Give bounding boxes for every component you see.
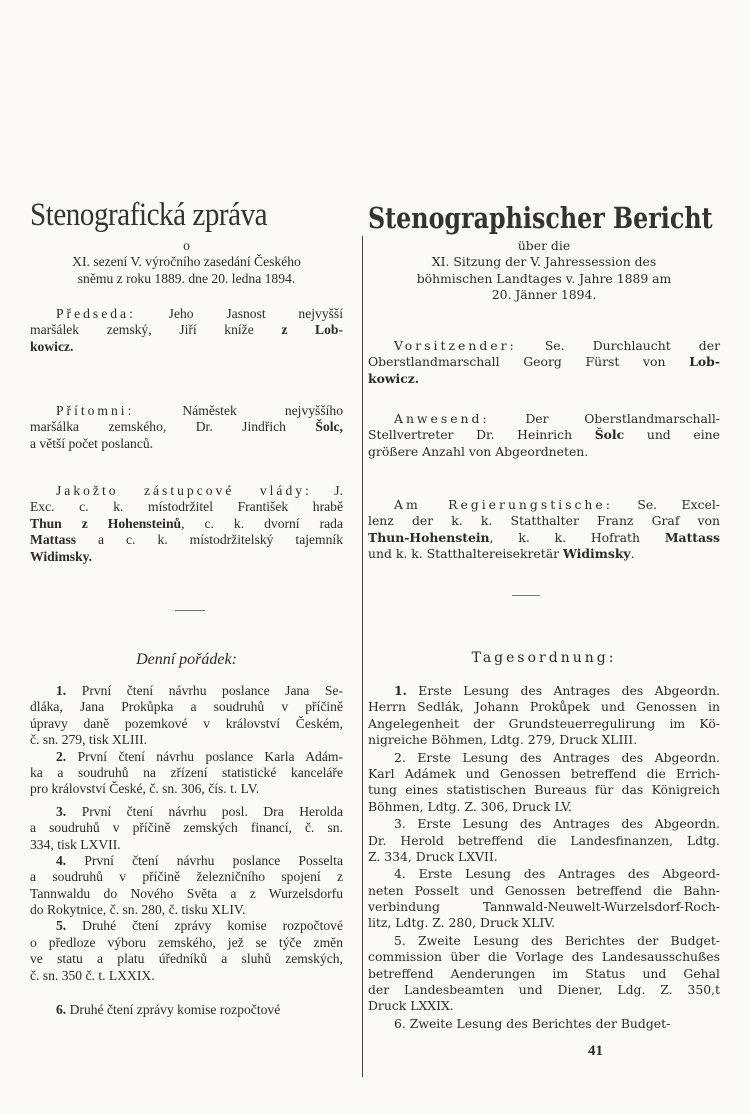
text-segment: Herrn Sedlák, Johann Prokůpek und Genossen in: [368, 699, 720, 715]
czech-agenda-heading: Denní pořádek:: [136, 651, 237, 668]
text-line: [368, 546, 720, 562]
text-line: [368, 782, 720, 798]
text-segment: 4. Erste Lesung des Antrages des Abgeord-: [394, 866, 720, 882]
text-line: [30, 532, 343, 548]
text-line: [30, 853, 343, 869]
czech-agenda-item: [30, 683, 343, 749]
text-segment: verbindung Tannwald-Neuwelt-Wurzelsdorf-Roch-: [368, 899, 720, 915]
text-segment: J.: [311, 483, 343, 498]
text-segment: tung eines statistischen Bureaus für das Königreich: [368, 782, 720, 798]
text-segment: der Landesbeamten und Diener, Ldg. Z. 350,t: [368, 982, 720, 998]
bold-text: 2.: [56, 748, 67, 764]
text-segment: a c. k. místodržitelský tajemník: [76, 532, 343, 548]
text-segment: 3. Erste Lesung des Antrages des Abgeordn.: [394, 816, 720, 832]
text-segment: größere Anzahl von Abgeordneten.: [368, 443, 589, 459]
text-segment: nigreiche Böhmen, Ldtg. 279, Druck XLIII.: [368, 732, 638, 748]
text-segment: úpravy daně pozemkové v království Českém,: [30, 715, 343, 731]
bold-text: 5.: [56, 918, 67, 934]
text-line: [368, 411, 720, 427]
text-line: [30, 322, 343, 338]
text-segment: Exc. c. k. místodržitel František hrabě: [30, 499, 343, 515]
czech-agenda-item: [30, 749, 343, 798]
text-line: [368, 899, 720, 915]
text-line: [368, 732, 720, 748]
text-segment: a soudruhů v příčině železničního spojení z: [30, 869, 343, 885]
text-segment: commission über die Vorlage des Landesausschußes: [368, 949, 720, 965]
text-segment: o: [183, 238, 190, 253]
text-segment: XI. sezení V. výročního zasedání Českého: [72, 254, 301, 270]
text-line: [30, 483, 343, 499]
spaced-label: Vorsitzender:: [394, 338, 517, 353]
bold-text: Thun-Hohenstein: [368, 529, 490, 545]
text-line: [30, 339, 343, 355]
text-line: [30, 918, 343, 934]
german-agenda-item: [368, 1016, 720, 1032]
german-agenda-item: [368, 866, 720, 932]
text-segment: 2. Erste Lesung des Antrages des Abgeordn.: [394, 749, 720, 765]
spaced-label: Am Regierungstische:: [394, 497, 613, 512]
page-number: 41: [588, 1043, 603, 1059]
text-line: [30, 716, 343, 732]
text-segment: betreffend Aenderungen im Status und Gehal: [368, 965, 720, 981]
text-segment: Z. 334, Druck LXVII.: [368, 848, 498, 864]
text-line: [30, 419, 343, 435]
text-segment: První čtení návrhu poslance Posselta: [66, 852, 343, 868]
text-segment: do Rokytnice, č. sn. 280, č. tisku XLIV.: [30, 902, 246, 918]
text-line: [30, 886, 343, 902]
text-segment: und k. k. Statthaltereisekretär: [368, 546, 563, 562]
german-present: [368, 411, 720, 460]
text-line: [30, 306, 343, 322]
text-line: [368, 513, 720, 529]
text-segment: neten Posselt und Genossen betreffend die Bahn-: [368, 882, 720, 898]
text-line: [30, 271, 343, 287]
spaced-label: Předseda:: [56, 306, 136, 321]
text-line: [30, 1002, 343, 1018]
spaced-label: Anwesend:: [394, 411, 490, 426]
bold-text: 6.: [56, 1002, 67, 1018]
text-line: [368, 949, 720, 965]
text-line: [30, 732, 343, 748]
czech-chairman: [30, 306, 343, 355]
german-session-info: [368, 238, 720, 304]
spaced-label: Jakožto zástupcové vlády:: [56, 483, 312, 498]
text-line: [368, 238, 720, 254]
text-segment: Se. Excel-: [612, 497, 720, 512]
text-segment: dláka, Jana Prokůpka a soudruhů v příčině: [30, 699, 343, 715]
text-segment: č. sn. 350 č. t. LXXIX.: [30, 967, 155, 983]
text-segment: První čtení návrhu poslance Karla Adám-: [66, 748, 343, 764]
bold-text: Widimsky.: [30, 548, 93, 564]
text-segment: Tannwaldu do Nového Světa a z Wurzelsdorfu: [30, 885, 343, 901]
text-segment: Oberstlandmarschall Georg Fürst von: [368, 354, 690, 370]
german-agenda-heading: Tagesordnung:: [471, 650, 617, 666]
text-line: [30, 869, 343, 885]
text-line: [30, 781, 343, 797]
text-line: [368, 338, 720, 354]
text-line: [368, 750, 720, 766]
text-line: [368, 998, 720, 1014]
bold-text: Widimsky: [562, 546, 631, 562]
bold-text: kowicz.: [368, 370, 420, 386]
text-segment: a větší počet poslanců.: [30, 435, 154, 451]
czech-title: Stenografická zpráva: [30, 197, 268, 233]
text-line: [368, 799, 720, 815]
german-agenda-item: [368, 683, 720, 749]
text-segment: č. sn. 279, tisk XLIII.: [30, 732, 148, 748]
text-line: [30, 749, 343, 765]
text-line: [368, 254, 720, 270]
german-agenda-item: [368, 933, 720, 1015]
text-segment: Náměstek nejvyššího: [134, 403, 343, 418]
text-segment: Der Oberstlandmarschall-: [489, 411, 720, 426]
bold-text: 4.: [56, 852, 67, 868]
text-segment: böhmischen Landtages v. Jahre 1889 am: [416, 270, 672, 286]
text-segment: lenz der k. k. Statthalter Franz Graf von: [368, 513, 720, 529]
text-line: [30, 499, 343, 515]
text-line: [368, 371, 720, 387]
text-segment: Druhé čtení zprávy komise rozpočtové: [66, 1002, 281, 1018]
text-segment: XI. Sitzung der V. Jahressession des: [431, 254, 657, 270]
text-line: [368, 716, 720, 732]
text-line: [368, 271, 720, 287]
text-segment: o předloze výboru zemského, jež se týče změn: [30, 934, 343, 950]
text-line: [368, 497, 720, 513]
text-line: [30, 436, 343, 452]
czech-agenda-item: [30, 1002, 343, 1018]
text-line: [30, 254, 343, 270]
text-segment: , c. k. dvorní rada: [181, 515, 343, 531]
text-segment: Stellvertreter Dr. Heinrich: [368, 427, 595, 443]
bold-text: 3.: [56, 803, 67, 819]
german-chairman: [368, 338, 720, 387]
german-agenda-item: [368, 750, 720, 816]
text-segment: Böhmen, Ldtg. Z. 306, Druck LV.: [368, 798, 572, 814]
text-segment: über die: [517, 238, 571, 253]
czech-government: [30, 483, 343, 565]
text-line: [30, 403, 343, 419]
text-line: [368, 766, 720, 782]
text-segment: Dr. Herold betreffend die Landesfinanzen, Ldtg.: [368, 832, 720, 848]
czech-agenda: [30, 683, 343, 1018]
german-agenda: [368, 683, 720, 1032]
text-line: [368, 699, 720, 715]
text-segment: První čtení návrhu posl. Dra Herolda: [66, 803, 343, 819]
text-line: [368, 915, 720, 931]
text-segment: Druhé čtení zprávy komise rozpočtové: [66, 918, 343, 934]
text-segment: Se. Durchlaucht der: [516, 338, 720, 353]
text-line: [368, 287, 720, 303]
text-line: [368, 883, 720, 899]
czech-agenda-item: [30, 804, 343, 853]
text-line: [368, 1016, 720, 1032]
german-title: Stenographischer Bericht: [368, 201, 713, 235]
german-government: [368, 497, 720, 563]
text-line: [368, 816, 720, 832]
text-segment: Jeho Jasnost nejvyšší: [135, 306, 343, 321]
text-line: [30, 935, 343, 951]
text-line: [368, 966, 720, 982]
bold-text: Šolc: [594, 427, 625, 443]
text-line: [30, 683, 343, 699]
bold-text: Lob-: [689, 354, 720, 370]
section-rule: [175, 610, 205, 611]
text-segment: maršálka zemského, Dr. Jindřich: [30, 419, 316, 435]
czech-session-info: [30, 238, 343, 287]
text-line: [30, 837, 343, 853]
text-segment: Druck LXXIX.: [368, 998, 454, 1014]
text-segment: Erste Lesung des Antrages des Abgeordn.: [406, 683, 720, 698]
text-line: [30, 968, 343, 984]
text-segment: a soudruhů v příčině zemských financí, č. sn.: [30, 820, 343, 836]
bold-text: Šolc,: [315, 419, 343, 435]
text-segment: 334, tisk LXVII.: [30, 836, 121, 852]
czech-agenda-item: [30, 853, 343, 919]
spaced-label: Přítomni:: [56, 403, 135, 418]
text-line: [30, 238, 343, 254]
text-line: [30, 765, 343, 781]
text-line: [30, 699, 343, 715]
text-line: [368, 933, 720, 949]
text-line: [368, 530, 720, 546]
text-line: [368, 354, 720, 370]
text-segment: Angelegenheit der Grundsteuerregulirung im Kö-: [368, 715, 720, 731]
bold-text: kowicz.: [30, 338, 74, 354]
text-line: [30, 804, 343, 820]
text-line: [30, 820, 343, 836]
bold-text: Thun z Hohensteinů: [30, 515, 182, 531]
german-agenda-item: [368, 816, 720, 865]
czech-present: [30, 403, 343, 452]
text-segment: Karl Adámek und Genossen betreffend die Errich-: [368, 765, 720, 781]
text-line: [368, 866, 720, 882]
bold-text: 1.: [394, 683, 407, 698]
text-line: [30, 549, 343, 565]
text-line: [30, 951, 343, 967]
text-segment: sněmu z roku 1889. dne 20. ledna 1894.: [77, 270, 296, 286]
section-rule: [512, 595, 540, 596]
text-segment: maršálek zemský, Jiří kníže: [30, 322, 282, 338]
text-line: [368, 444, 720, 460]
text-line: [30, 902, 343, 918]
text-segment: 20. Jänner 1894.: [491, 287, 597, 303]
text-segment: pro království České, č. sn. 306, čís. t. LV.: [30, 781, 260, 797]
bold-text: z Lob-: [281, 322, 344, 338]
czech-agenda-item: [30, 918, 343, 984]
text-segment: 6. Zweite Lesung des Berichtes der Budget-: [394, 1015, 671, 1031]
bold-text: Mattass: [30, 532, 77, 548]
text-segment: , k. k. Hofrath: [489, 529, 665, 545]
text-segment: und eine: [624, 427, 720, 443]
text-segment: ka a soudruhů na zřízení statistické kanceláře: [30, 764, 343, 780]
text-line: [368, 683, 720, 699]
column-divider: [362, 236, 363, 1077]
bold-text: Mattass: [664, 529, 720, 545]
text-line: [368, 427, 720, 443]
text-segment: litz, Ldtg. Z. 280, Druck XLIV.: [368, 915, 555, 931]
text-line: [368, 833, 720, 849]
text-line: [30, 516, 343, 532]
text-segment: ve statu a platu úředníků a sluhů zemských,: [30, 951, 343, 967]
text-segment: 5. Zweite Lesung des Berichtes der Budget-: [394, 932, 720, 948]
bold-text: 1.: [56, 683, 67, 698]
text-line: [368, 982, 720, 998]
text-segment: První čtení návrhu poslance Jana Se-: [66, 683, 343, 698]
text-line: [368, 849, 720, 865]
text-segment: .: [630, 546, 635, 562]
